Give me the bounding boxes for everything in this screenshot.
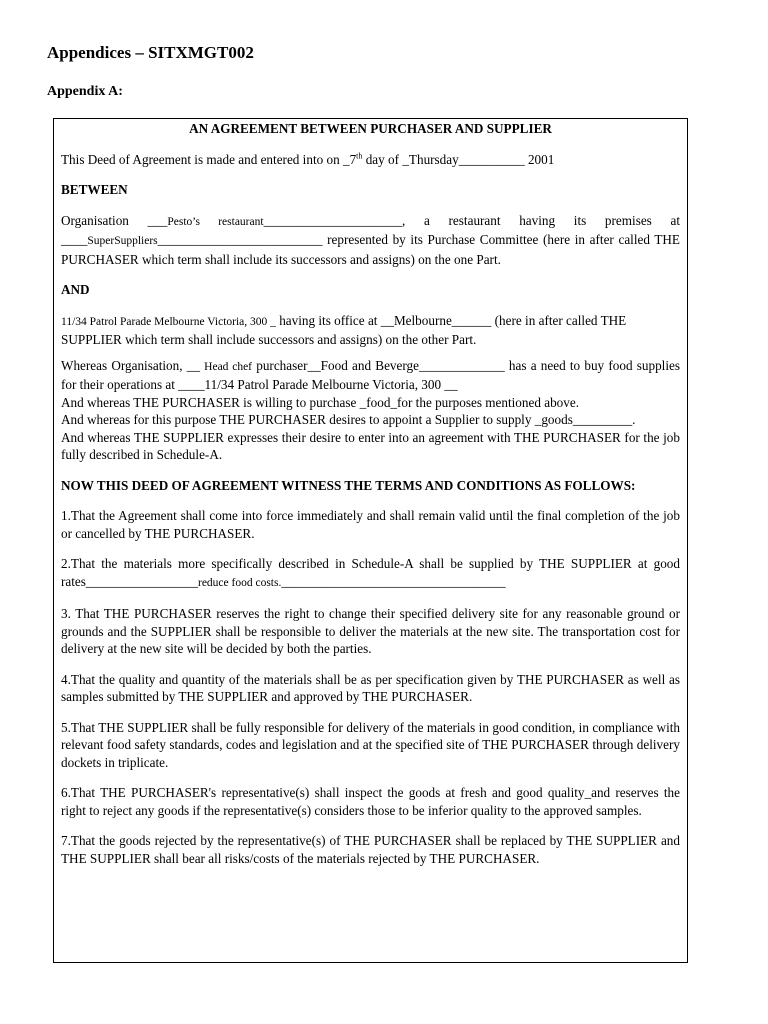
clause-5: 5.That THE SUPPLIER shall be fully responsible for delivery of the materials in good condition, in compliance with relevant food safety standards, codes and legislation and at the specified site of THE PURCHASER through delivery dockets in triplicate. [61, 719, 680, 770]
whereas-paragraph-4: And whereas THE SUPPLIER expresses their desire to enter into an agreement with THE PURCHASER for the job fully described in Schedule-A. [61, 429, 680, 462]
org-text-a: Organisation ___ [61, 212, 168, 228]
appendix-label: Appendix A: [47, 84, 123, 99]
page-title: Appendices – SITXMGT002 [47, 43, 254, 62]
clause-6: 6.That THE PURCHASER's representative(s) shall inspect the goods at fresh and good quality_and reserves the right to reject any goods if the representative(s) considers those to be inferior quality to the approved samples. [61, 785, 680, 818]
org-supplier-name: SuperSuppliers [87, 235, 158, 247]
agreement-title: AN AGREEMENT BETWEEN PURCHASER AND SUPPLIER [189, 121, 552, 136]
terms-heading: NOW THIS DEED OF AGREEMENT WITNESS THE TERMS AND CONDITIONS AS FOLLOWS: [61, 477, 636, 493]
deed-intro-rest: day of _Thursday__________ 2001 [362, 151, 555, 167]
whereas-paragraph-2: And whereas THE PURCHASER is willing to purchase _food_for the purposes mentioned above. [61, 394, 580, 410]
org-text-c: _____________________, a restaurant having its premises at ____ [61, 212, 681, 247]
org-name: Pesto’s restaurant [167, 215, 264, 228]
supplier-text: having its office at __Melbourne______ (here in after called THE SUPPLIER which term shall include successors and assigns) on the other Part. [61, 312, 627, 347]
clause-7: 7.That the goods rejected by the representative(s) of THE PURCHASER shall be replaced by THE SUPPLIER and THE SUPPLIER shall bear all risks/costs of the materials rejected by THE PURCHASER. [61, 833, 680, 866]
clause-2-text-c: __________________________________ [281, 573, 506, 589]
supplier-address: 11/34 Patrol Parade Melbourne Victoria, 300 _ [61, 315, 276, 328]
clause-2-text-a: 2.That the materials more specifically described in Schedule-A shall be supplied by THE SUPPLIER at good rates_________________ [61, 556, 680, 589]
clause-4: 4.That the quality and quantity of the materials shall be as per specification given by THE PURCHASER as well as samples submitted by THE SUPPLIER and approved by THE PURCHASER. [61, 671, 680, 704]
organisation-paragraph [61, 212, 680, 269]
deed-intro [61, 151, 680, 169]
whereas-paragraph-1 [61, 357, 680, 394]
between-heading: BETWEEN [61, 182, 128, 197]
deed-intro-text: This Deed of Agreement is made and entered into on _7 [61, 151, 357, 167]
clause-2-text-b: reduce food costs. [198, 576, 282, 589]
whereas-text-c: purchaser__Food and Beverge_____________ has a need to buy food supplies for their operations at ____11/34 Patrol Parade Melbourne Victoria, 300 __ [61, 357, 680, 392]
whereas-paragraph-3: And whereas for this purpose THE PURCHASER desires to appoint a Supplier to supply _goods_________. [61, 412, 636, 427]
supplier-paragraph [61, 312, 680, 349]
clause-1: 1.That the Agreement shall come into force immediately and shall remain valid until the final completion of the job or cancelled by THE PURCHASER. [61, 508, 680, 541]
clause-3: 3. That THE PURCHASER reserves the right to change their specified delivery site for any reasonable ground or grounds and the SUPPLIER shall be responsible to deliver the materials at the new site. The transportation cost for delivery at the new site will be decided by both the parties. [61, 606, 680, 656]
deed-superscript: th [356, 151, 363, 161]
whereas-text-a: Whereas Organisation, __ [61, 357, 205, 373]
clause-2 [61, 555, 680, 592]
agreement-box [53, 118, 688, 963]
whereas-role: Head chef [204, 360, 253, 373]
org-text-e: _________________________ represented by its Purchase Committee (here in after called THE PURCHASER which term shall include its successors and assigns) on the one Part. [61, 232, 680, 267]
and-heading: AND [61, 282, 90, 297]
